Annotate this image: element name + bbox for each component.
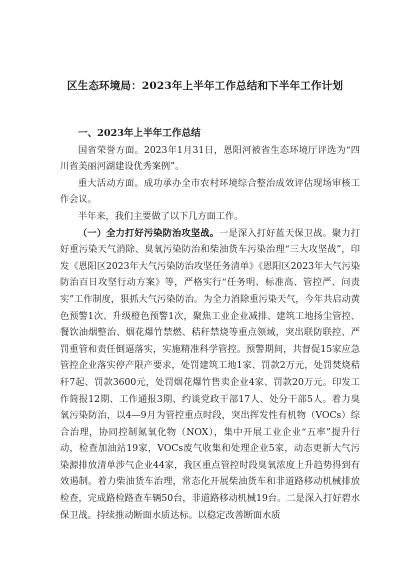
document-body [60, 126, 360, 524]
paragraph-lead: （一）全力打好污染防治攻坚战。 [78, 227, 220, 239]
document-title: 区生态环境局：2023年上半年工作总结和下半年工作计划 [66, 80, 344, 92]
paragraph-pollution [60, 226, 360, 525]
paragraph-pollution-body: 一是深入打好蓝天保卫战。聚力打好重污染天气消除、臭氧污染防治和柴油货车污染治理“三大攻坚战”，印发《恩阳区2023年大气污染防治攻坚任务清单》《恩阳区2023年大气污染防治百日攻坚行动方案》等，严格实行“任务明、标准高、管控严、问责实”工作制度，狠抓大气污染防治。为全力消除重污染天气，今年共启动黄色预警1次、升级橙色预警1次，聚焦工业企业减排、建筑工地扬尘管控、餐饮油烟整治、烟花爆竹禁燃、秸秆禁烧等重点领域，突出联防联控、严罚重管和责任倒逼落实，实施精准科学管控。预警期间，共督促15家应急管控企业落实停产限产要求，处罚建筑工地1家、罚款2万元，处罚焚烧秸秆7起、罚款3600元，处罚烟花爆竹售卖企业4家、罚款20万元。印发工作简报12期、工作通报3期、约谈党政干部17人、处分干部5人。着力臭氧污染防治，以4—9月为管控重点时段，突出挥发性有机物（VOCs）综合治理，协同控制氮氧化物（NOX），集中开展工业企业“五率”提升行动，检查加油站19家，VOCs废气收集和处理企业5家，动态更新大气污染源排放清单涉气企业44家，我区重点管控时段臭氧浓度上升趋势得到有效遏制。着力柴油货车治理，常态化开展柴油货车和非道路移动机械排放检查，完成路检路查车辆50台，非道路移动机械19台。二是深入打好碧水保卫战。持续推动断面水质达标。以稳定改善断面水质 [60, 227, 360, 521]
section-heading: 一、2023年上半年工作总结 [78, 128, 201, 139]
paragraph-events: 重大活动方面。成功承办全市农村环境综合整治成效评估现场审核工作会议。 [60, 177, 360, 206]
paragraph-intro: 半年来，我们主要做了以下几方面工作。 [78, 210, 244, 222]
paragraph-honors: 国省荣誉方面。2023年1月31日，恩阳河被省生态环境厅评选为“四川省美丽河湖建设优秀案例”。 [60, 144, 360, 173]
